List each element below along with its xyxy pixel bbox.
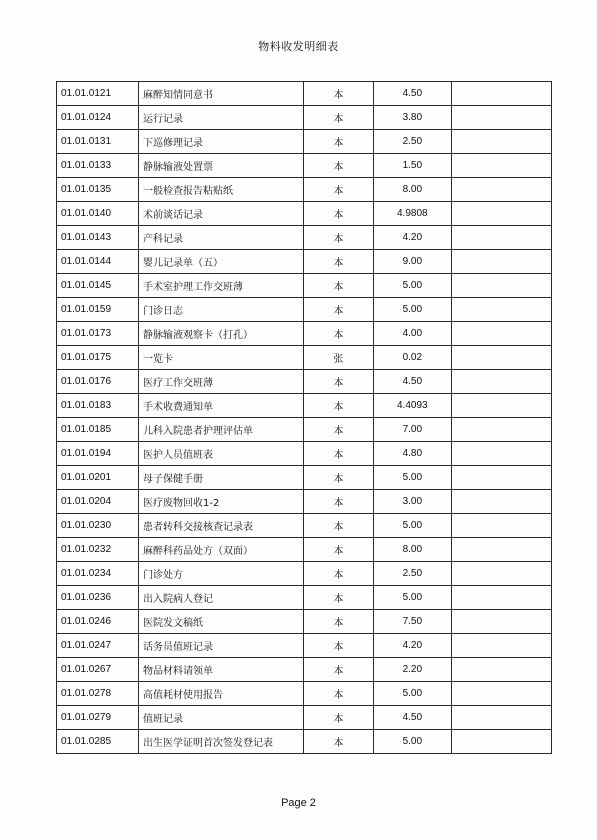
table-row — [57, 250, 552, 274]
unit-price-cell: 8.00 — [373, 178, 451, 202]
item-name-cell: 婴儿记录单（五） — [138, 250, 303, 274]
table-body — [57, 82, 552, 754]
item-code-cell: 01.01.0131 — [57, 130, 139, 154]
item-name-cell: 静脉输液观察卡（打孔） — [138, 322, 303, 346]
unit-cell: 本 — [303, 154, 373, 178]
table-row — [57, 226, 552, 250]
unit-cell: 本 — [303, 178, 373, 202]
item-code-cell: 01.01.0246 — [57, 610, 139, 634]
table-row — [57, 562, 552, 586]
unit-price-cell: 7.50 — [373, 610, 451, 634]
item-code-cell: 01.01.0173 — [57, 322, 139, 346]
item-code-cell: 01.01.0143 — [57, 226, 139, 250]
blank-cell — [451, 226, 551, 250]
table-row — [57, 418, 552, 442]
item-name-cell: 门诊处方 — [138, 562, 303, 586]
blank-cell — [451, 418, 551, 442]
unit-cell: 本 — [303, 610, 373, 634]
unit-price-cell: 2.20 — [373, 658, 451, 682]
item-name-cell: 医护人员值班表 — [138, 442, 303, 466]
unit-cell: 本 — [303, 226, 373, 250]
blank-cell — [451, 682, 551, 706]
blank-cell — [451, 658, 551, 682]
unit-price-cell: 1.50 — [373, 154, 451, 178]
table-row — [57, 130, 552, 154]
unit-price-cell: 9.00 — [373, 250, 451, 274]
unit-price-cell: 5.00 — [373, 586, 451, 610]
unit-cell: 本 — [303, 106, 373, 130]
table-row — [57, 682, 552, 706]
table-row — [57, 322, 552, 346]
item-name-cell: 手术收费通知单 — [138, 394, 303, 418]
blank-cell — [451, 250, 551, 274]
unit-price-cell: 4.20 — [373, 226, 451, 250]
unit-price-cell: 4.50 — [373, 706, 451, 730]
unit-cell: 本 — [303, 514, 373, 538]
item-code-cell: 01.01.0194 — [57, 442, 139, 466]
item-name-cell: 门诊日志 — [138, 298, 303, 322]
item-code-cell: 01.01.0285 — [57, 730, 139, 754]
blank-cell — [451, 610, 551, 634]
unit-price-cell: 2.50 — [373, 130, 451, 154]
item-name-cell: 一览卡 — [138, 346, 303, 370]
blank-cell — [451, 514, 551, 538]
item-code-cell: 01.01.0124 — [57, 106, 139, 130]
blank-cell — [451, 394, 551, 418]
blank-cell — [451, 538, 551, 562]
blank-cell — [451, 130, 551, 154]
blank-cell — [451, 442, 551, 466]
item-code-cell: 01.01.0267 — [57, 658, 139, 682]
unit-cell: 本 — [303, 634, 373, 658]
item-code-cell: 01.01.0140 — [57, 202, 139, 226]
blank-cell — [451, 634, 551, 658]
table-row — [57, 370, 552, 394]
blank-cell — [451, 466, 551, 490]
item-name-cell: 下巡修理记录 — [138, 130, 303, 154]
item-name-cell: 术前谈话记录 — [138, 202, 303, 226]
unit-cell: 本 — [303, 370, 373, 394]
blank-cell — [451, 82, 551, 106]
item-code-cell: 01.01.0135 — [57, 178, 139, 202]
table-row — [57, 442, 552, 466]
blank-cell — [451, 562, 551, 586]
item-code-cell: 01.01.0230 — [57, 514, 139, 538]
table-row — [57, 178, 552, 202]
table-row — [57, 610, 552, 634]
table-row — [57, 586, 552, 610]
table-row — [57, 106, 552, 130]
item-code-cell: 01.01.0176 — [57, 370, 139, 394]
materials-table — [56, 81, 552, 754]
item-name-cell: 患者转科交接核查记录表 — [138, 514, 303, 538]
item-code-cell: 01.01.0204 — [57, 490, 139, 514]
unit-cell: 本 — [303, 274, 373, 298]
unit-price-cell: 3.00 — [373, 490, 451, 514]
unit-price-cell: 4.80 — [373, 442, 451, 466]
unit-price-cell: 0.02 — [373, 346, 451, 370]
item-code-cell: 01.01.0247 — [57, 634, 139, 658]
blank-cell — [451, 322, 551, 346]
blank-cell — [451, 586, 551, 610]
item-code-cell: 01.01.0145 — [57, 274, 139, 298]
table-row — [57, 514, 552, 538]
blank-cell — [451, 298, 551, 322]
unit-price-cell: 4.50 — [373, 370, 451, 394]
unit-cell: 本 — [303, 442, 373, 466]
item-name-cell: 静脉输液处置票 — [138, 154, 303, 178]
table-row — [57, 346, 552, 370]
unit-cell: 本 — [303, 82, 373, 106]
table-row — [57, 274, 552, 298]
unit-cell: 本 — [303, 706, 373, 730]
unit-price-cell: 7.00 — [373, 418, 451, 442]
unit-cell: 本 — [303, 682, 373, 706]
item-code-cell: 01.01.0232 — [57, 538, 139, 562]
unit-cell: 张 — [303, 346, 373, 370]
item-name-cell: 高值耗材使用报告 — [138, 682, 303, 706]
table-row — [57, 730, 552, 754]
page-number: Page 2 — [281, 797, 316, 809]
item-name-cell: 一般检查报告粘贴纸 — [138, 178, 303, 202]
item-name-cell: 出生医学证明首次签发登记表 — [138, 730, 303, 754]
item-code-cell: 01.01.0144 — [57, 250, 139, 274]
blank-cell — [451, 490, 551, 514]
unit-cell: 本 — [303, 586, 373, 610]
table-row — [57, 658, 552, 682]
item-code-cell: 01.01.0175 — [57, 346, 139, 370]
unit-price-cell: 4.4093 — [373, 394, 451, 418]
blank-cell — [451, 154, 551, 178]
table-row — [57, 202, 552, 226]
item-name-cell: 手术室护理工作交班薄 — [138, 274, 303, 298]
table-row — [57, 706, 552, 730]
unit-price-cell: 4.9808 — [373, 202, 451, 226]
unit-price-cell: 5.00 — [373, 682, 451, 706]
item-code-cell: 01.01.0133 — [57, 154, 139, 178]
unit-cell: 本 — [303, 538, 373, 562]
unit-cell: 本 — [303, 562, 373, 586]
table-row — [57, 394, 552, 418]
unit-price-cell: 5.00 — [373, 466, 451, 490]
blank-cell — [451, 346, 551, 370]
item-name-cell: 话务员值班记录 — [138, 634, 303, 658]
item-code-cell: 01.01.0185 — [57, 418, 139, 442]
unit-cell: 本 — [303, 418, 373, 442]
unit-cell: 本 — [303, 130, 373, 154]
unit-cell: 本 — [303, 202, 373, 226]
item-name-cell: 麻醉知情同意书 — [138, 82, 303, 106]
unit-cell: 本 — [303, 466, 373, 490]
unit-cell: 本 — [303, 730, 373, 754]
blank-cell — [451, 370, 551, 394]
blank-cell — [451, 178, 551, 202]
unit-price-cell: 5.00 — [373, 730, 451, 754]
unit-price-cell: 5.00 — [373, 514, 451, 538]
unit-cell: 本 — [303, 394, 373, 418]
blank-cell — [451, 106, 551, 130]
item-name-cell: 医疗废物回收1-2 — [138, 490, 303, 514]
table-row — [57, 634, 552, 658]
item-code-cell: 01.01.0121 — [57, 82, 139, 106]
unit-price-cell: 8.00 — [373, 538, 451, 562]
table-row — [57, 538, 552, 562]
item-name-cell: 值班记录 — [138, 706, 303, 730]
unit-cell: 本 — [303, 322, 373, 346]
page-title: 物料收发明细表 — [258, 40, 339, 53]
blank-cell — [451, 202, 551, 226]
item-name-cell: 母子保健手册 — [138, 466, 303, 490]
unit-price-cell: 4.50 — [373, 82, 451, 106]
item-name-cell: 运行记录 — [138, 106, 303, 130]
item-name-cell: 出入院病人登记 — [138, 586, 303, 610]
item-code-cell: 01.01.0201 — [57, 466, 139, 490]
item-code-cell: 01.01.0183 — [57, 394, 139, 418]
item-code-cell: 01.01.0159 — [57, 298, 139, 322]
unit-price-cell: 5.00 — [373, 298, 451, 322]
table-row — [57, 298, 552, 322]
unit-price-cell: 2.50 — [373, 562, 451, 586]
unit-price-cell: 4.20 — [373, 634, 451, 658]
item-code-cell: 01.01.0279 — [57, 706, 139, 730]
item-name-cell: 物品材料请领单 — [138, 658, 303, 682]
unit-cell: 本 — [303, 658, 373, 682]
unit-cell: 本 — [303, 298, 373, 322]
item-code-cell: 01.01.0278 — [57, 682, 139, 706]
table-row — [57, 154, 552, 178]
unit-cell: 本 — [303, 490, 373, 514]
item-name-cell: 医院发文稿纸 — [138, 610, 303, 634]
table-row — [57, 466, 552, 490]
unit-price-cell: 5.00 — [373, 274, 451, 298]
blank-cell — [451, 730, 551, 754]
item-name-cell: 麻醉科药品处方（双面） — [138, 538, 303, 562]
unit-price-cell: 3.80 — [373, 106, 451, 130]
item-code-cell: 01.01.0234 — [57, 562, 139, 586]
unit-cell: 本 — [303, 250, 373, 274]
item-name-cell: 儿科入院患者护理评估单 — [138, 418, 303, 442]
item-code-cell: 01.01.0236 — [57, 586, 139, 610]
table-row — [57, 490, 552, 514]
blank-cell — [451, 706, 551, 730]
item-name-cell: 产科记录 — [138, 226, 303, 250]
item-name-cell: 医疗工作交班薄 — [138, 370, 303, 394]
unit-price-cell: 4.00 — [373, 322, 451, 346]
table-row — [57, 82, 552, 106]
blank-cell — [451, 274, 551, 298]
